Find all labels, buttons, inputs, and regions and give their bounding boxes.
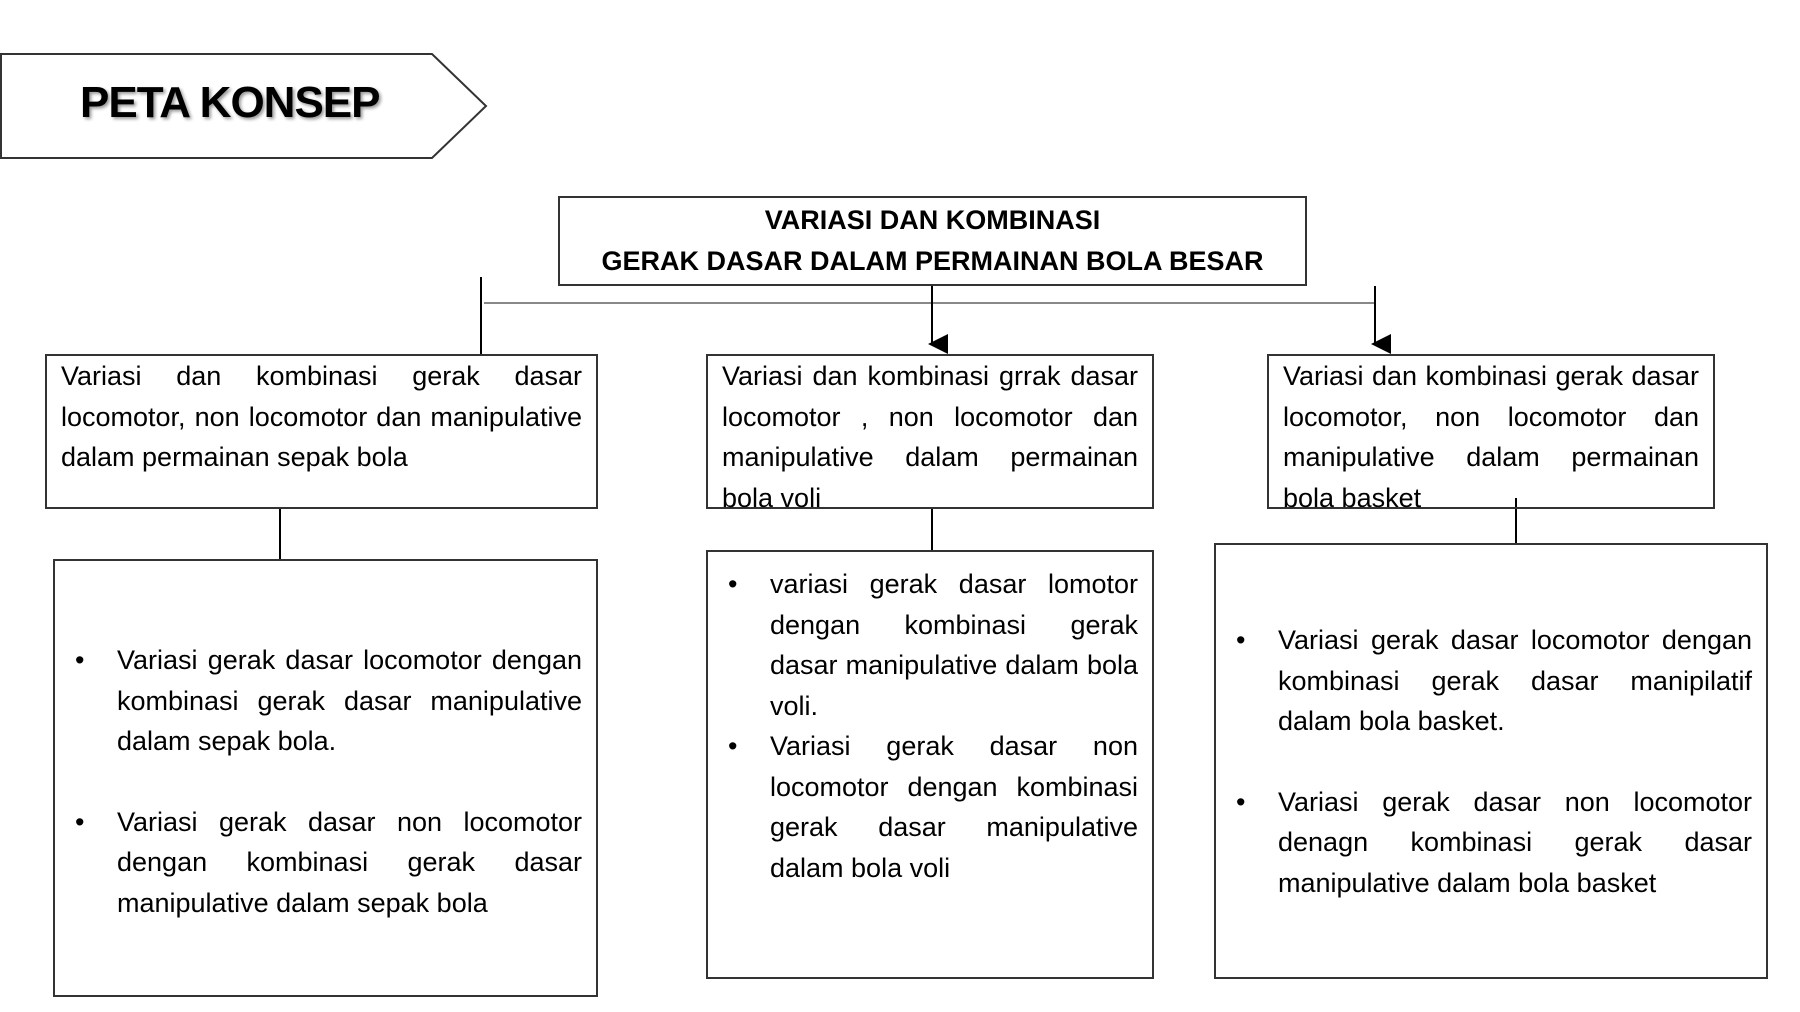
branch-heading-bola-basket: Variasi dan kombinasi gerak dasar locomotor, non locomotor dan manipulative dalam permainan bola basket — [1267, 354, 1715, 509]
page-title: PETA KONSEP — [80, 78, 380, 127]
detail-box-bola-basket — [1214, 543, 1768, 979]
list-item: • Variasi gerak dasar non locomotor dengan kombinasi gerak dasar manipulative dalam sepak bola — [117, 802, 582, 924]
list-item: • Variasi gerak dasar locomotor dengan kombinasi gerak dasar manipilatif dalam bola basket. — [1278, 620, 1752, 742]
list-item: • Variasi gerak dasar non locomotor dengan kombinasi gerak dasar manipulative dalam bola voli — [770, 726, 1138, 888]
list-item: • variasi gerak dasar lomotor dengan kombinasi gerak dasar manipulative dalam bola voli. — [770, 564, 1138, 726]
root-concept-box — [558, 196, 1307, 286]
branch-heading-sepak-bola: Variasi dan kombinasi gerak dasar locomotor, non locomotor dan manipulative dalam permainan sepak bola — [45, 354, 598, 509]
detail-box-bola-voli — [706, 550, 1154, 979]
detail-box-sepak-bola — [53, 559, 598, 997]
root-line-2: GERAK DASAR DALAM PERMAINAN BOLA BESAR — [601, 246, 1264, 276]
root-line-1: VARIASI DAN KOMBINASI — [764, 205, 1101, 235]
list-item: • Variasi gerak dasar non locomotor denagn kombinasi gerak dasar manipulative dalam bola basket — [1278, 782, 1752, 904]
list-item: • Variasi gerak dasar locomotor dengan kombinasi gerak dasar manipulative dalam sepak bola. — [117, 640, 582, 762]
branch-heading-bola-voli: Variasi dan kombinasi grrak dasar locomotor , non locomotor dan manipulative dalam permainan bola voli — [706, 354, 1154, 509]
